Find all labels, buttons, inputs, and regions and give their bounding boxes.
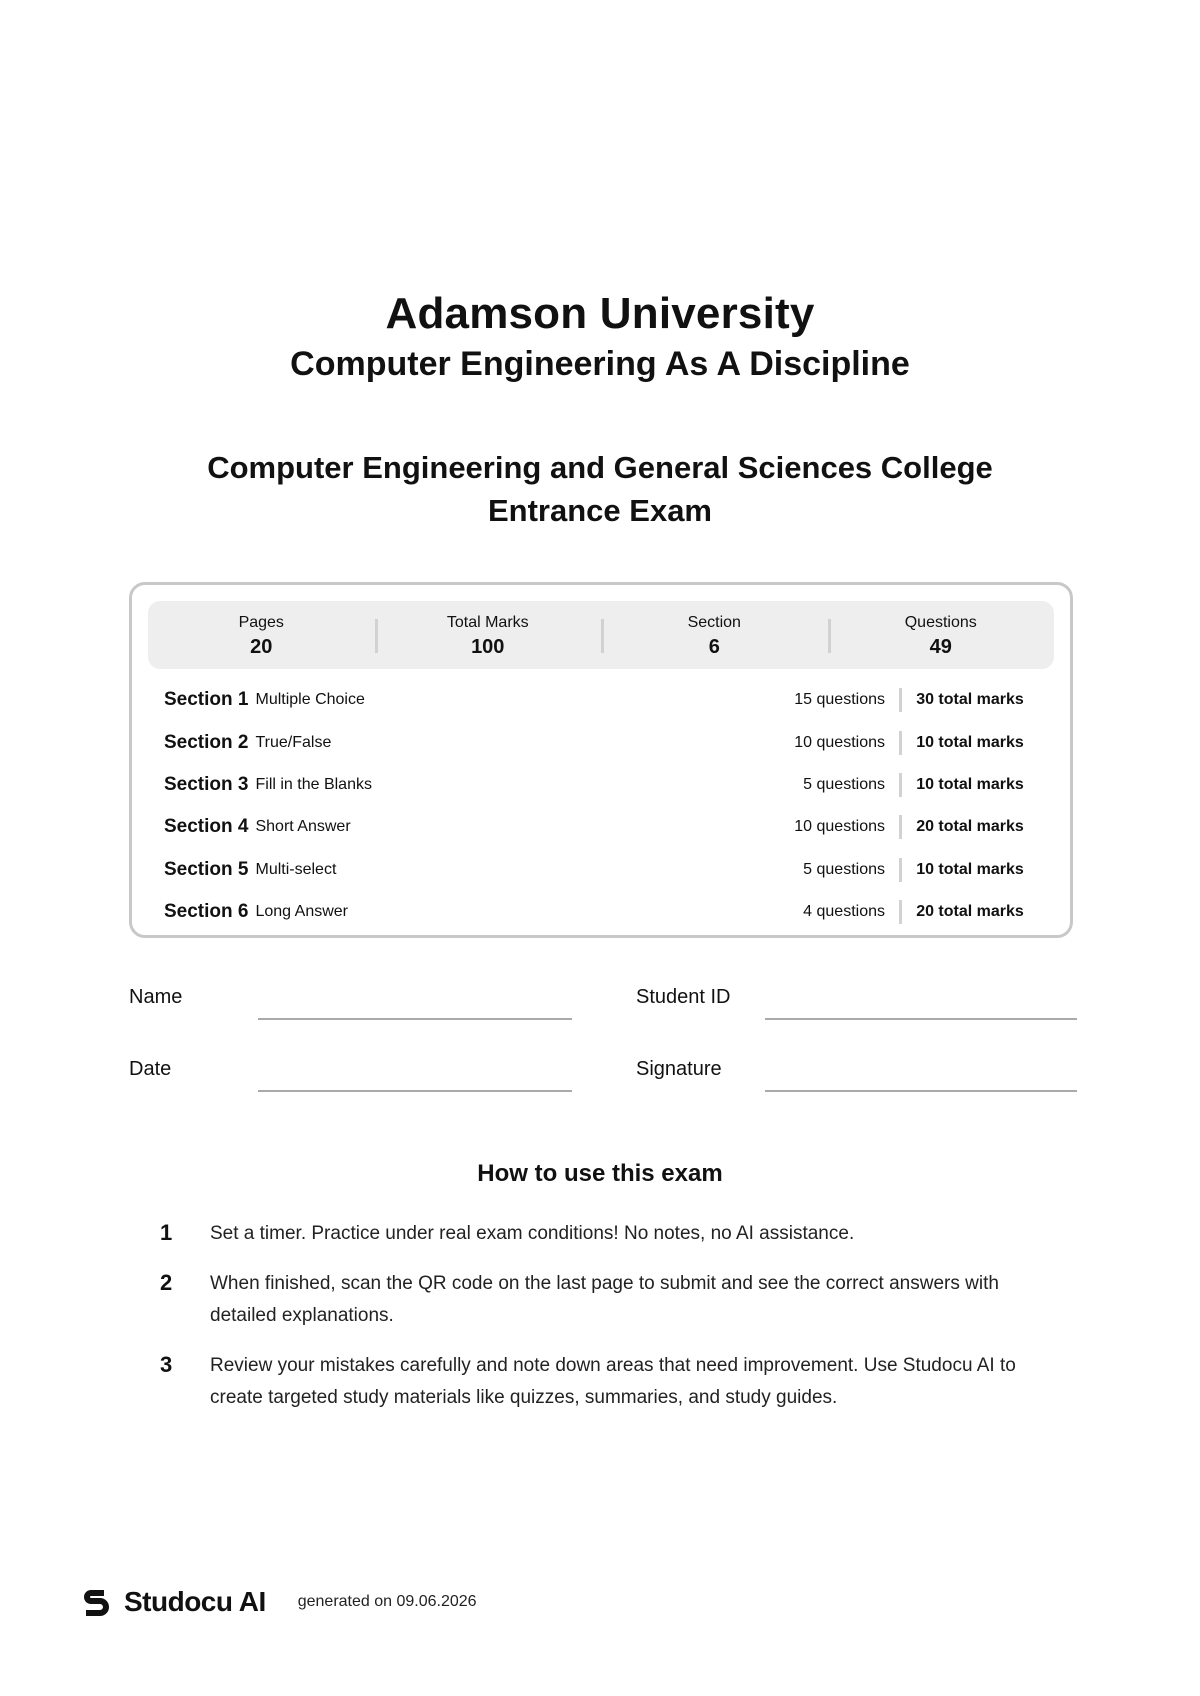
student-id-line[interactable]: [765, 1018, 1077, 1020]
section-questions: 10 questions: [725, 815, 902, 839]
section-row: [164, 764, 1038, 806]
studocu-logo-icon: [78, 1584, 114, 1620]
section-questions: 5 questions: [725, 773, 902, 797]
stat-value: 49: [929, 636, 952, 658]
section-marks: 10 total marks: [916, 775, 1024, 793]
university-title: Adamson University: [385, 289, 815, 338]
section-name: Section 3: [164, 773, 249, 795]
section-row: [164, 891, 1038, 933]
section-name: Section 5: [164, 858, 249, 880]
section-type: Multiple Choice: [255, 691, 365, 709]
section-type: Short Answer: [255, 818, 351, 836]
brand-name: Studocu AI: [124, 1586, 266, 1617]
step-text: Review your mistakes carefully and note down areas that need improvement. Use Studocu AI to create targeted study materials like quizzes, summaries, and study guides.: [210, 1355, 1016, 1408]
step-number: 1: [160, 1220, 173, 1245]
section-questions: 5 questions: [725, 858, 902, 882]
section-questions: 10 questions: [725, 731, 902, 755]
signature-label: Signature: [636, 1058, 722, 1080]
stat-value: 20: [250, 636, 273, 658]
signature-line[interactable]: [765, 1090, 1077, 1092]
step-number: 2: [160, 1270, 173, 1295]
section-name: Section 2: [164, 731, 249, 753]
stat-pages: [148, 601, 375, 669]
list-item: [160, 1268, 1060, 1332]
section-name: Section 1: [164, 689, 249, 711]
title-block: [0, 286, 1200, 386]
section-row: [164, 849, 1038, 891]
name-line[interactable]: [258, 1018, 572, 1020]
name-label: Name: [129, 986, 183, 1008]
section-type: Multi-select: [255, 860, 337, 878]
sections-list: [164, 679, 1038, 933]
stat-total-marks: [375, 601, 602, 669]
student-id-label: Student ID: [636, 986, 731, 1008]
exam-summary-card: [129, 582, 1073, 938]
stat-questions: [828, 601, 1055, 669]
section-type: True/False: [255, 733, 332, 751]
stat-section: [601, 601, 828, 669]
stat-value: 6: [708, 636, 720, 658]
list-item: [160, 1218, 1060, 1250]
section-marks: 30 total marks: [916, 691, 1024, 709]
step-text: When finished, scan the QR code on the last page to submit and see the correct answers with detailed explanations.: [210, 1273, 999, 1326]
section-row: [164, 721, 1038, 763]
howto-steps: [160, 1218, 1060, 1432]
date-line[interactable]: [258, 1090, 572, 1092]
section-row: [164, 806, 1038, 848]
stat-label: Section: [687, 614, 741, 631]
step-text: Set a timer. Practice under real exam conditions! No notes, no AI assistance.: [210, 1223, 855, 1244]
section-marks: 20 total marks: [916, 818, 1024, 836]
section-type: Long Answer: [255, 903, 348, 921]
generated-date: generated on 09.06.2026: [297, 1593, 477, 1610]
section-row: [164, 679, 1038, 721]
stat-label: Pages: [238, 614, 284, 631]
list-item: [160, 1350, 1060, 1414]
step-number: 3: [160, 1352, 173, 1377]
section-type: Fill in the Blanks: [255, 775, 372, 793]
section-marks: 20 total marks: [916, 903, 1024, 921]
section-marks: 10 total marks: [916, 733, 1024, 751]
stat-label: Questions: [904, 614, 977, 631]
stat-label: Total Marks: [446, 614, 529, 631]
howto-title: How to use this exam: [477, 1160, 723, 1187]
section-questions: 4 questions: [725, 900, 902, 924]
stat-value: 100: [471, 636, 505, 658]
section-name: Section 4: [164, 816, 249, 838]
exam-title: Computer Engineering and General Sciences College Entrance Exam: [207, 450, 993, 528]
date-label: Date: [129, 1058, 172, 1080]
course-title: Computer Engineering As A Discipline: [290, 345, 910, 383]
section-marks: 10 total marks: [916, 860, 1024, 878]
stats-bar: [148, 601, 1054, 669]
footer: [78, 1584, 477, 1620]
section-questions: 15 questions: [725, 688, 902, 712]
section-name: Section 6: [164, 901, 249, 923]
